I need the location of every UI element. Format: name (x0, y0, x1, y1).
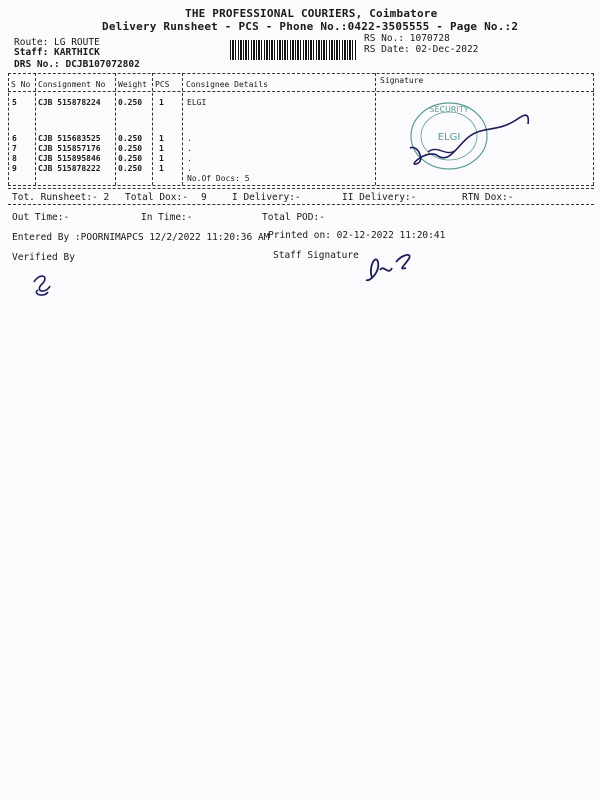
col-divider (593, 73, 594, 185)
out-time: Out Time:- (12, 212, 70, 223)
table-row-consignee: . (187, 164, 192, 173)
table-header-border (8, 91, 594, 92)
col-header-signature: Signature (380, 76, 424, 85)
table-row-pcs: 1 (159, 98, 164, 107)
table-row-sno: 8 (12, 154, 17, 163)
table-row-sno: 6 (12, 134, 17, 143)
rtn-dox: RTN Dox:- (462, 192, 514, 203)
table-row-weight: 0.250 (118, 164, 143, 173)
col-header-consignee: Consignee Details (186, 80, 268, 89)
col-divider (115, 73, 116, 185)
table-row-pcs: 1 (159, 134, 164, 143)
printed-on: Printed on: 02-12-2022 11:20:41 (268, 230, 446, 241)
drs-number: DRS No.: DCJB107072802 (14, 59, 140, 70)
tot-runsheet: Tot. Runsheet:- 2 (12, 192, 110, 203)
table-row-sno: 9 (12, 164, 17, 173)
col-header-pcs: PCS (155, 80, 170, 89)
in-time: In Time:- (141, 212, 193, 223)
consignee-signature-icon (398, 104, 538, 176)
company-title: THE PROFESSIONAL COURIERS, Coimbatore (185, 7, 438, 20)
table-row-weight: 0.250 (118, 154, 143, 163)
table-row-sno: 5 (12, 98, 17, 107)
table-row-sno: 7 (12, 144, 17, 153)
table-row-consignment: CJB 515857176 (38, 144, 101, 153)
table-row-consignee: . (187, 144, 192, 153)
table-row-consignment: CJB 515878224 (38, 98, 101, 107)
table-row-consignment: CJB 515683525 (38, 134, 101, 143)
total-dox-label: Total Dox:- (125, 192, 188, 203)
col-divider (35, 73, 36, 185)
total-dox-value: 9 (201, 192, 207, 203)
col-divider (375, 73, 376, 185)
table-row-consignee: . (187, 154, 192, 163)
table-row-consignee: ELGI (187, 98, 207, 107)
col-header-consignment: Consignment No (38, 80, 106, 89)
table-row-weight: 0.250 (118, 144, 143, 153)
staff-signature-icon (362, 248, 422, 288)
table-row-consignment: CJB 515895846 (38, 154, 101, 163)
i-delivery: I Delivery:- (232, 192, 301, 203)
col-header-sno: S No (11, 80, 31, 89)
col-divider (8, 73, 9, 185)
entered-by: Entered By :POORNIMAPCS 12/2/2022 11:20:36 AM (12, 232, 270, 243)
no-of-docs: No.Of Docs: 5 (187, 174, 250, 183)
col-divider (152, 73, 153, 185)
rs-number: RS No.: 1070728 (364, 33, 450, 44)
rs-date: RS Date: 02-Dec-2022 (364, 44, 479, 55)
summary-divider (8, 188, 594, 189)
stamp-text-top: SECURITY (429, 105, 469, 114)
table-row-pcs: 1 (159, 154, 164, 163)
col-header-weight: Weight (118, 80, 147, 89)
staff-label: Staff: KARTHICK (14, 47, 100, 58)
table-row-weight: 0.250 (118, 98, 143, 107)
verified-signature-icon (28, 268, 58, 298)
col-divider (182, 73, 183, 185)
table-top-border (8, 73, 594, 74)
stamp-text-mid: ELGI (437, 132, 461, 143)
table-row-pcs: 1 (159, 144, 164, 153)
staff-signature-label: Staff Signature (273, 250, 359, 261)
route-label: Route: LG ROUTE (14, 37, 100, 48)
barcode (230, 40, 356, 60)
table-row-pcs: 1 (159, 164, 164, 173)
table-row-consignee: . (187, 134, 192, 143)
table-row-weight: 0.250 (118, 134, 143, 143)
table-row-consignment: CJB 515878222 (38, 164, 101, 173)
ii-delivery: II Delivery:- (342, 192, 417, 203)
summary-divider-bottom (8, 204, 594, 205)
verified-by: Verified By (12, 252, 75, 263)
table-bottom-border (8, 185, 594, 186)
total-pod: Total POD:- (262, 212, 325, 223)
runsheet-subtitle: Delivery Runsheet - PCS - Phone No.:0422-3505555 - Page No.:2 (102, 20, 519, 33)
